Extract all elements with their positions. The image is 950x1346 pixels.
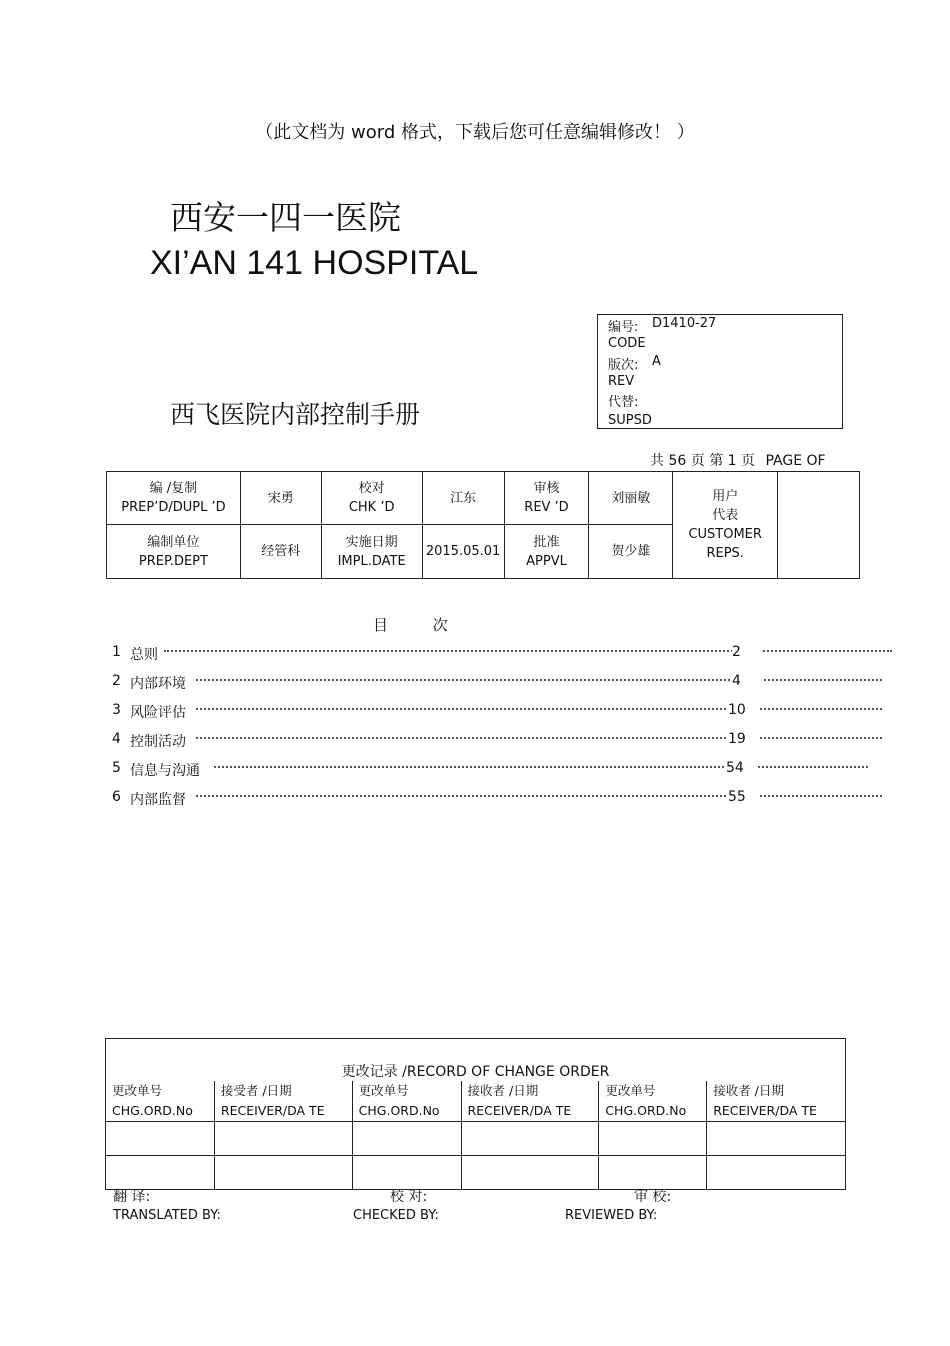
- translated-by-label-cn: 翻 译:: [113, 1189, 151, 1205]
- toc-entry[interactable]: [112, 702, 894, 722]
- toc-entry-page: 19: [728, 731, 758, 747]
- approved-by-label-en: APPVL: [526, 553, 567, 569]
- toc-leader-dots: [164, 650, 892, 652]
- toc-leader-dots: [214, 766, 868, 768]
- toc-entry-page: 10: [728, 702, 758, 718]
- toc-entry-label: 内部环境: [130, 676, 186, 692]
- toc-entry-label: 信息与沟通: [130, 763, 200, 779]
- checked-by-label-cn: 校 对:: [390, 1189, 428, 1205]
- toc-entry[interactable]: [112, 760, 894, 780]
- customer-label-cn-1: 用户: [712, 489, 739, 504]
- customer-reps-value: [778, 472, 860, 579]
- toc-entry-page: 54: [726, 760, 756, 776]
- toc-title-b: 次: [432, 616, 448, 634]
- change-record-cell[interactable]: [599, 1156, 707, 1190]
- change-record-cell[interactable]: [599, 1122, 707, 1156]
- revision-value: A: [652, 354, 661, 369]
- change-col-header-cn: 接受者 /日期: [220, 1083, 292, 1098]
- change-col-header-en: RECEIVER/DA TE: [220, 1103, 325, 1118]
- change-record-cell[interactable]: [352, 1122, 461, 1156]
- change-record-cell[interactable]: [707, 1156, 846, 1190]
- impl-date-label: [321, 525, 422, 579]
- change-record-cell[interactable]: [106, 1122, 215, 1156]
- reviewed-by-label-cn: 审核: [533, 481, 560, 496]
- change-col-header-cn: 更改单号: [358, 1083, 409, 1098]
- prepared-by-label: [107, 472, 241, 525]
- translated-by-label-en: TRANSLATED BY:: [113, 1208, 221, 1223]
- toc-entry-number: 6: [112, 789, 121, 805]
- toc-leader-dots: [196, 708, 882, 710]
- change-col-header-cn: 更改单号: [112, 1083, 163, 1098]
- toc-entry[interactable]: [112, 673, 894, 693]
- prepared-by-label-cn: 编 /复制: [149, 481, 198, 496]
- change-col-header-en: RECEIVER/DA TE: [467, 1103, 572, 1118]
- change-col-header-cn: 接收者 /日期: [467, 1083, 539, 1098]
- reviewed-by-name: 刘丽敏: [589, 472, 673, 525]
- change-record-title: 更改记录 /RECORD OF CHANGE ORDER: [106, 1039, 846, 1082]
- prep-dept-label-en: PREP.DEPT: [138, 553, 208, 569]
- checked-by-label-en: CHECKED BY:: [353, 1208, 439, 1223]
- approved-by-label: [504, 525, 589, 579]
- page-unit-2: 页: [741, 453, 756, 469]
- supersede-label-cn: 代替:: [608, 395, 639, 410]
- toc-entry-label: 控制活动: [130, 734, 186, 750]
- impl-date-label-cn: 实施日期: [345, 534, 398, 550]
- impl-date-label-en: IMPL.DATE: [337, 553, 406, 569]
- prepared-by-name: 宋勇: [240, 472, 321, 525]
- toc-entry-page: 2: [732, 644, 762, 660]
- toc-entry-number: 2: [112, 673, 121, 689]
- page-current: 1: [727, 453, 737, 469]
- toc-title: [373, 614, 448, 635]
- change-record-cell[interactable]: [352, 1156, 461, 1190]
- toc-entry[interactable]: [112, 789, 894, 809]
- impl-date-value: 2015.05.01: [422, 525, 504, 579]
- toc-leader-dots: [196, 737, 882, 739]
- revision-label-cn: 版次:: [608, 358, 639, 373]
- toc-leader-dots: [196, 679, 882, 681]
- hospital-name-cn: 西安一四一医院: [170, 198, 401, 237]
- checked-by-name: 江东: [422, 472, 504, 525]
- page-info-en: PAGE OF: [765, 453, 826, 469]
- revision-label-en: REV: [608, 374, 635, 389]
- change-record-cell[interactable]: [214, 1156, 352, 1190]
- change-col-header-cn: 接收者 /日期: [713, 1083, 784, 1098]
- toc-entry-number: 1: [112, 644, 121, 660]
- change-record-cell[interactable]: [214, 1122, 352, 1156]
- change-col-header: [214, 1081, 352, 1122]
- customer-label-en-1: CUSTOMER: [688, 527, 762, 542]
- checked-by-label-en: CHK ’D: [348, 500, 395, 515]
- manual-title: 西飞医院内部控制手册: [170, 400, 421, 429]
- change-record-cell[interactable]: [461, 1156, 599, 1190]
- hospital-name-en: XI’AN 141 HOSPITAL: [150, 244, 479, 282]
- change-col-header-en: CHG.ORD.No: [605, 1103, 687, 1118]
- page-total: 56: [668, 453, 687, 469]
- prepared-by-label-en: PREP’D/DUPL ’D: [121, 500, 226, 515]
- document-code-box: [597, 314, 843, 429]
- change-col-header: [599, 1081, 707, 1122]
- toc-entry[interactable]: [112, 644, 894, 664]
- supersede-label-en: SUPSD: [608, 413, 652, 428]
- prep-dept-label-cn: 编制单位: [147, 534, 200, 550]
- editable-note: （此文档为 word 格式，下载后您可任意编辑修改！ ）: [255, 122, 695, 143]
- toc-entry-number: 4: [112, 731, 121, 747]
- change-col-header: [106, 1081, 215, 1122]
- toc-leader-dots: [196, 795, 882, 797]
- change-record-table: [105, 1038, 846, 1190]
- change-col-header-en: CHG.ORD.No: [358, 1103, 440, 1118]
- change-record-cell[interactable]: [461, 1122, 599, 1156]
- code-label-cn: 编号:: [608, 320, 639, 335]
- page-total-label: 共: [650, 453, 664, 469]
- page-unit: 页: [690, 453, 705, 469]
- change-col-header-en: RECEIVER/DA TE: [713, 1103, 817, 1118]
- change-col-header-cn: 更改单号: [605, 1083, 656, 1098]
- change-col-header-en: CHG.ORD.No: [112, 1103, 193, 1118]
- toc-entry-page: 4: [732, 673, 762, 689]
- change-record-cell[interactable]: [106, 1156, 215, 1190]
- page-current-label: 第: [709, 453, 724, 469]
- toc-entry-label: 内部监督: [130, 792, 186, 808]
- toc-entry-number: 5: [112, 760, 121, 776]
- customer-label-cn-2: 代表: [712, 508, 739, 523]
- code-label-en: CODE: [608, 336, 646, 351]
- toc-title-a: 目: [373, 616, 389, 634]
- reviewed-by-label-cn: 审 校:: [634, 1189, 672, 1205]
- change-record-cell[interactable]: [707, 1122, 846, 1156]
- toc-entry[interactable]: [112, 731, 894, 751]
- page-info: [650, 450, 826, 470]
- change-col-header: [461, 1081, 599, 1122]
- approved-by-name: 贺少雄: [589, 525, 673, 579]
- toc-entry-page: 55: [728, 789, 758, 805]
- change-col-header: [707, 1081, 846, 1122]
- toc-entry-number: 3: [112, 702, 121, 718]
- code-value: D1410-27: [652, 316, 717, 331]
- toc-entry-label: 总则: [130, 647, 158, 663]
- checked-by-label-cn: 校对: [358, 481, 385, 496]
- reviewed-by-label-en: REVIEWED BY:: [565, 1208, 658, 1223]
- reviewed-by-label-en: REV ’D: [524, 500, 569, 515]
- signoff-table: [106, 471, 860, 579]
- prep-dept-name: 经管科: [240, 525, 321, 579]
- checked-by-label: [321, 472, 422, 525]
- change-col-header: [352, 1081, 461, 1122]
- reviewed-by-label: [504, 472, 589, 525]
- toc-entry-label: 风险评估: [130, 705, 186, 721]
- prep-dept-label: [107, 525, 241, 579]
- customer-label-en-2: REPS.: [706, 546, 744, 561]
- customer-reps-label: [673, 472, 778, 579]
- approved-by-label-cn: 批准: [533, 534, 560, 550]
